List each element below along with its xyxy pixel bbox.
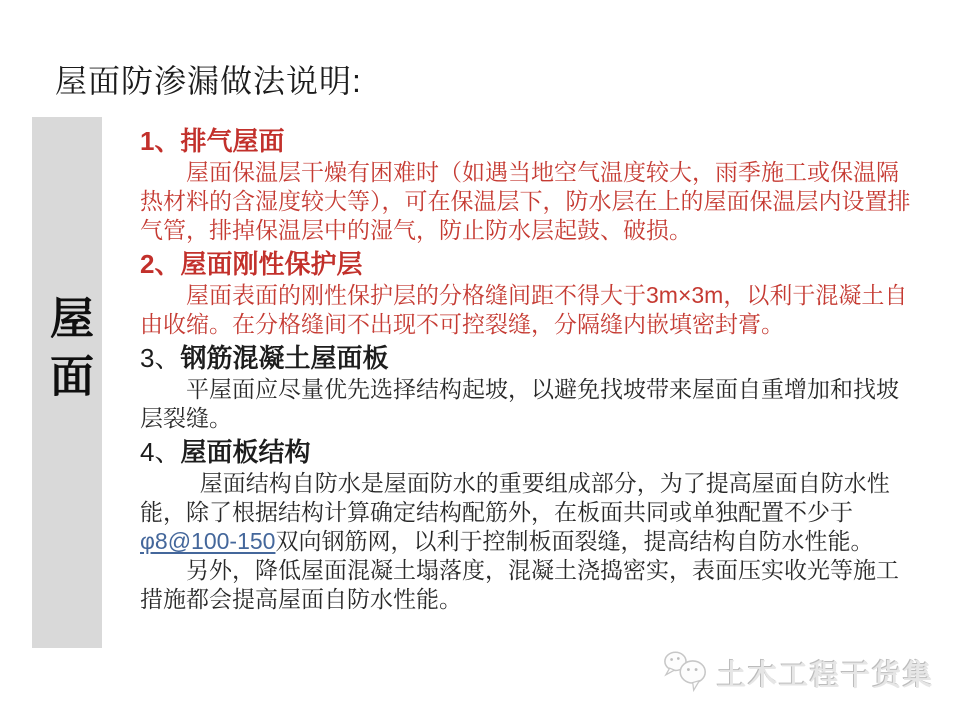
section-3-paragraph: 平屋面应尽量优先选择结构起坡，以避免找坡带来屋面自重增加和找坡层裂缝。 (140, 376, 899, 431)
section-3-title: 钢筋混凝土屋面板 (180, 343, 389, 373)
section-1-heading (140, 125, 920, 158)
section-4-paragraph-1 (140, 469, 920, 556)
section-2-number: 2、 (140, 249, 181, 279)
roof-side-tab (32, 117, 102, 648)
content-area (140, 122, 920, 614)
section-2-paragraph: 屋面表面的刚性保护层的分格缝间距不得大于3m×3m，以利于混凝土自由收缩。在分格缝间不出现不可控裂缝，分隔缝内嵌填密封膏。 (140, 282, 908, 337)
watermark (661, 647, 934, 700)
page-title: 屋面防渗漏做法说明: (55, 63, 362, 99)
section-4-title: 屋面板结构 (180, 437, 311, 467)
section-3-number: 3、 (140, 343, 181, 373)
section-4-heading (140, 436, 920, 469)
section-1-number: 1、 (140, 126, 181, 156)
section-4-text-before-link: 屋面结构自防水是屋面防水的重要组成部分，为了提高屋面自防水性能，除了根据结构计算确定结构配筋外，在板面共同或单独配置不少于 (140, 470, 890, 525)
section-1-title: 排气屋面 (180, 126, 285, 156)
section-4-paragraph-2: 另外，降低屋面混凝土塌落度，混凝土浇捣密实，表面压实收光等施工措施都会提高屋面自防水性能。 (140, 557, 899, 612)
section-2-heading (140, 248, 920, 281)
wechat-icon (661, 647, 711, 700)
section-4-number: 4、 (140, 437, 181, 467)
roof-side-tab-label: 屋面 (43, 294, 92, 411)
watermark-text: 土木工程干货集 (716, 660, 934, 692)
section-4-text-after-link: 双向钢筋网，以利于控制板面裂缝，提高结构自防水性能。 (275, 528, 874, 554)
rebar-spec-link[interactable]: φ8@100-150 (140, 528, 276, 554)
section-1-paragraph: 屋面保温层干燥有困难时（如遇当地空气温度较大，雨季施工或保温隔热材料的含湿度较大等），可在保温层下，防水层在上的屋面保温层内设置排气管，排掉保温层中的湿气，防止防水层起鼓、破损。 (140, 159, 911, 243)
section-2-title: 屋面刚性保护层 (180, 249, 363, 279)
section-3-heading (140, 342, 920, 375)
